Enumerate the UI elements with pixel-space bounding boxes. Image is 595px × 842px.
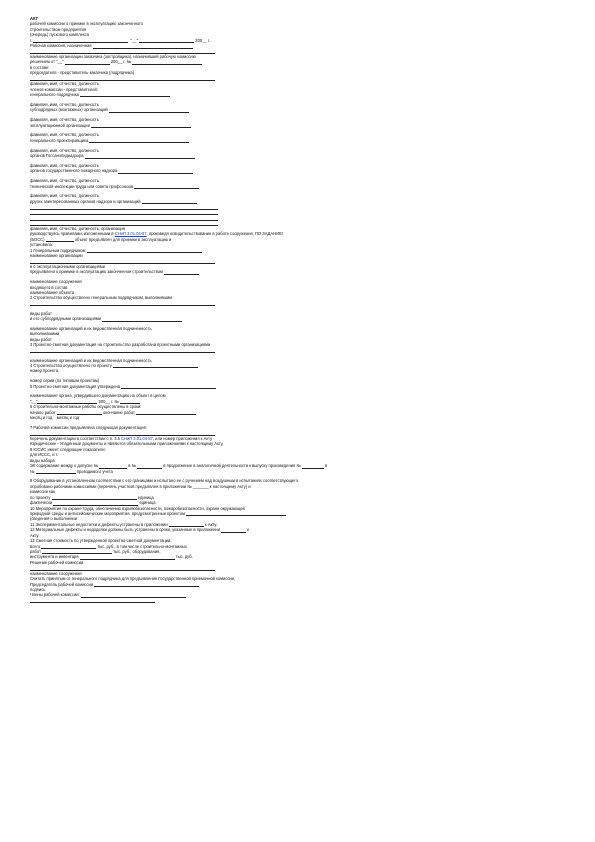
caption: фамилия, имя, отчество, должность <box>30 132 99 138</box>
designer-label: генерального проектировщика <box>30 137 89 143</box>
permit-label-3: в продолжение в аналогичной деятельности к выпуску произведения № <box>163 463 301 469</box>
doclist-text: перечень документации в соответствии с п. 3.5 <box>30 435 122 441</box>
operator-field[interactable] <box>91 123 191 128</box>
caption: номер проекта, <box>30 368 60 374</box>
year-label: 200__ г. <box>195 37 210 43</box>
end-label: окончание работ <box>102 409 135 415</box>
permit-label-4: в <box>325 463 328 469</box>
item-2-label: 2 Строительство осуществлено генеральным подрядчиком, выполнившим <box>30 295 173 301</box>
subcontractors-2-label: и его субподрядными организациями <box>30 316 101 322</box>
composition-label: в составе: <box>30 64 50 70</box>
caption: наименование сооружения <box>30 570 82 576</box>
issc-label: для ИССС, и т. <box>30 452 59 458</box>
caption: виды работ <box>30 310 52 316</box>
decision-number-field[interactable] <box>132 60 202 65</box>
caption: фамилия, имя, отчество, должность <box>30 178 99 184</box>
caption: наименование организации <box>30 253 83 259</box>
caption: фамилия, имя, отчество, должность <box>30 147 99 153</box>
accepted-text: Считать принятым от генерального подрядчика для предъявления Государственной приемочной комиссии, <box>30 576 236 582</box>
caption: наименование органа, утвердившего документацию на объект в целом <box>30 393 166 399</box>
members-sign-line <box>30 592 565 597</box>
environment-label: природной среды и антисейсмические мероприятия, предусмотренные проектом <box>30 510 185 516</box>
caption: наименование сооружения <box>30 279 82 285</box>
decision-number-label: 200__ г. № <box>110 59 132 65</box>
design-capacity-label: по проекту <box>30 494 51 500</box>
start-label: начало работ <box>30 409 56 415</box>
other-line <box>30 199 565 204</box>
caption: месяц и год месяц и год <box>30 415 80 421</box>
caption: (сведения о выполнении <box>30 516 77 522</box>
sanitary-label: органов Госсанэпиднадзора <box>30 153 84 159</box>
act-document <box>30 16 565 603</box>
city-date-line: г. "__" 200__ г. <box>30 37 210 43</box>
members-label: членов комиссии - представителей: <box>30 86 98 92</box>
operator-label: эксплуатационной организации <box>30 122 90 128</box>
subcontractors-field[interactable] <box>109 107 189 112</box>
snip-link[interactable]: СНиП 3.01.04-87 <box>114 231 147 237</box>
item-5-label: 5 Проектно-сметная документация утверждена <box>30 383 121 389</box>
chairman-sign-field[interactable] <box>94 582 199 587</box>
works-unit: тыс. руб., оборудования, <box>113 549 161 555</box>
members-sign-field[interactable] <box>81 593 186 598</box>
labour-field[interactable] <box>134 184 199 189</box>
fire-label: органов государственного пожарного надзора <box>30 168 118 174</box>
commission-field[interactable] <box>93 43 193 48</box>
caption: наименование организаций и их ведомственная подчиненность <box>30 357 152 363</box>
decision-heading: Решение рабочей комиссии <box>30 559 84 565</box>
item-12-suffix: к <box>247 527 250 533</box>
item-5-field[interactable] <box>121 384 216 389</box>
item-12-field[interactable] <box>221 527 246 532</box>
chairman-sign-label: Председатель рабочей комиссии <box>30 581 94 587</box>
permit-field-2[interactable] <box>137 463 162 468</box>
guided-text-2: , произведя освидетельствование в работе сооружения, ПО ЗАДАНИЮ <box>146 231 284 237</box>
item-3-line <box>30 342 565 347</box>
item-9-text: опробовано рабочими комиссиями (перечень участков предъявлен в приложении № _______ к настоящему Акту) и <box>30 483 251 489</box>
guided-text: руководствуясь правилами, изложенными в <box>30 231 115 237</box>
commission-line <box>30 43 565 48</box>
docs-note: Юридические - Упадённые документы и являются обязательными приложениями к настоящему Акту, <box>30 441 224 447</box>
other-label: других заинтересованных органов надзора и организаций <box>30 198 141 204</box>
title-line-3: (очередь) пускового комплекса <box>30 32 90 38</box>
caption: виды набора <box>30 457 55 463</box>
established-label: установила: <box>30 242 53 248</box>
presented-label: предъявлено к приемке в эксплуатацию законченное строительством <box>30 269 163 275</box>
item-3-label: 3 Проектно-сметная документация на строительство разработана проектными организациями <box>30 342 211 348</box>
design-capacity-unit: единица <box>137 494 154 500</box>
sanitary-field[interactable] <box>85 153 195 158</box>
tools-label: инструмента и инвентаря <box>30 554 79 560</box>
caption: фамилия, имя, отчество, должность <box>30 117 99 123</box>
labour-label: технической инспекции труда или совета профсоюзов <box>30 183 134 189</box>
doclist-text-2: , или номер приложения к Акту <box>152 435 213 441</box>
general-contractor-label: генерального подрядчика <box>30 92 79 98</box>
caption: подпись <box>30 587 46 593</box>
item-4-label: 4 Строительство осуществлено по проекту <box>30 362 112 368</box>
item-13-label: 13 Сметная стоимость по утвержденной проектно-сметной документации: <box>30 538 172 544</box>
accounting-field[interactable] <box>36 469 76 474</box>
part-of-label: входящего в состав <box>30 284 68 290</box>
caption: наименование организации заказчика (застройщика), назначившей рабочую комиссию <box>30 54 196 60</box>
works-label: работ <box>30 549 41 555</box>
decision-label: решением от "__" <box>30 59 64 65</box>
item-7-label: 7 Рабочей комиссии предъявлена следующая документация: <box>30 425 147 431</box>
actual-capacity-unit: единица <box>139 500 156 506</box>
item-1b-label: и с эксплуатационными организациями <box>30 263 105 269</box>
item-4-field[interactable] <box>113 363 198 368</box>
permit-field-3[interactable] <box>302 463 324 468</box>
subcontractors-2-field[interactable] <box>102 316 182 321</box>
boss-text: объект предъявлен для приемки в эксплуатацию и <box>74 236 172 242</box>
total-unit: тыс. руб., в том числе строительно-монтажных <box>97 543 187 549</box>
item-10-label: 10 Мероприятия по охране труда, обеспечению взрывобезопасности, пожаробезопасности, охране окружающей <box>30 505 245 511</box>
caption: номер серии (по типовым проектам) <box>30 378 100 384</box>
actual-capacity-field[interactable] <box>53 500 138 505</box>
permit-label-2: в № <box>128 463 137 469</box>
caption: фамилия, имя, отчество, должность, организация <box>30 225 125 231</box>
city-label: г. <box>30 37 33 43</box>
item-11-suffix: к Акту. <box>204 521 218 527</box>
performed-label: выполнившими <box>30 331 60 337</box>
general-contractor-field[interactable] <box>80 92 170 97</box>
caption: фамилия, имя, отчество, должность <box>30 162 99 168</box>
caption: фамилия, имя, отчество, должность <box>30 193 99 199</box>
item-1-field[interactable] <box>87 248 202 253</box>
doc-title: АКТ <box>30 16 39 21</box>
item-6-label: 6 Строительно-монтажные работы осуществлены в сроки: <box>30 404 142 410</box>
title-line-1: рабочей комиссии о приемке в эксплуатацию законченного <box>30 21 143 27</box>
caption: наименование организаций и их ведомственная подчиненность <box>30 325 152 331</box>
title-line-2: строительством предприятия <box>30 26 86 32</box>
members-sign-label: Члены рабочей комиссии: <box>30 592 80 598</box>
accounting-label: проводимого учета <box>76 468 113 474</box>
end-field[interactable] <box>136 410 196 415</box>
blank-rule[interactable] <box>30 598 155 603</box>
presented-field[interactable] <box>164 269 199 274</box>
commission-label: Рабочая комиссия, назначенная <box>30 43 92 49</box>
caption: виды работ <box>30 336 52 342</box>
snip-link-2[interactable]: СНиП 3.01.04-87 <box>121 435 153 441</box>
boss-label: (БОСС) <box>30 236 45 242</box>
item-12-label: 12 Материальные дефекты и недоделки должны быть устранены в сроки, указанные в приложении <box>30 527 220 533</box>
permit-label: ЭК содержание между о допуске № <box>30 463 99 469</box>
item-11-label: 11 Экспериментальные недостатки и дефекты устранены в приложении <box>30 521 168 527</box>
caption: наименование объекта <box>30 290 75 296</box>
caption: фамилия, имя, отчество, должность <box>30 101 99 107</box>
item-9-label: 9 Оборудование в установленном соответствии с его границами и испытано ее с ручением над воздушным в испытаниях соответствующего <box>30 478 298 484</box>
chairman-label: председателя - представитель заказчика (подрядчика) <box>30 70 135 76</box>
item-9-text-2: комиссии как <box>30 489 55 495</box>
approval-date-label: "__" <box>30 398 38 404</box>
other-field[interactable] <box>142 199 197 204</box>
item-12-text: Акту. <box>30 532 40 538</box>
tools-field[interactable] <box>80 555 175 560</box>
decision-date-field[interactable] <box>65 60 110 65</box>
environment-field[interactable] <box>186 511 286 516</box>
actual-capacity-label: фактически <box>30 500 53 506</box>
approval-number-label: 200__ г. № <box>98 398 119 404</box>
total-label: всего <box>30 543 41 549</box>
caption: фамилия, имя, отчество, должность <box>30 81 99 87</box>
accounting-number: № <box>30 468 35 474</box>
designer-field[interactable] <box>89 138 189 143</box>
subcontractors-label: субподрядных (монтажных) организаций <box>30 107 108 113</box>
fire-field[interactable] <box>118 168 193 173</box>
tools-unit: тыс. руб. <box>175 554 193 560</box>
item-1-label: 1 Генеральным подрядчиком <box>30 247 86 253</box>
item-8-label: 8 ЮСИС имеет следующие показатели: <box>30 446 106 452</box>
